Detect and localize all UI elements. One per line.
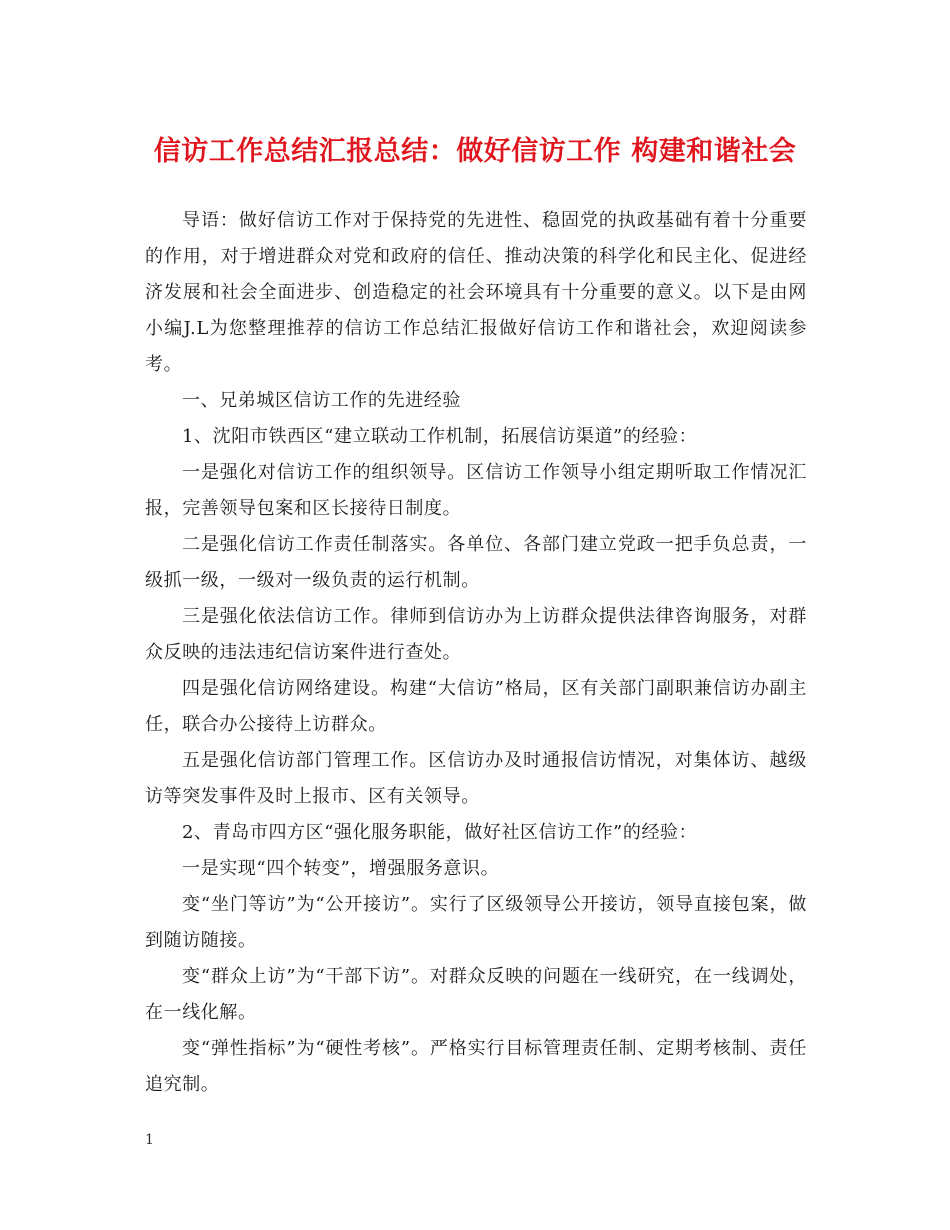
document-title: 信访工作总结汇报总结：做好信访工作 构建和谐社会 bbox=[153, 136, 797, 167]
body-paragraph: 四是强化信访网络建设。构建“大信访”格局，区有关部门副职兼信访办副主任，联合办公接待上访群众。 bbox=[145, 678, 807, 735]
document-body bbox=[145, 203, 807, 1103]
body-paragraph: 变“弹性指标”为“硬性考核”。严格实行目标管理责任制、定期考核制、责任追究制。 bbox=[145, 1038, 807, 1095]
intro-paragraph: 导语：做好信访工作对于保持党的先进性、稳固党的执政基础有着十分重要的作用，对于增进群众对党和政府的信任、推动决策的科学化和民主化、促进经济发展和社会全面进步、创造稳定的社会环境具有十分重要的意义。以下是由网小编J.L为您整理推荐的信访工作总结汇报做好信访工作和谐社会，欢迎阅读参考。 bbox=[145, 210, 807, 375]
body-paragraph: 三是强化依法信访工作。律师到信访办为上访群众提供法律咨询服务，对群众反映的违法违纪信访案件进行查处。 bbox=[145, 606, 807, 663]
page-number: 1 bbox=[145, 1132, 154, 1148]
body-paragraph: 五是强化信访部门管理工作。区信访办及时通报信访情况，对集体访、越级访等突发事件及时上报市、区有关领导。 bbox=[145, 750, 807, 807]
body-paragraph: 一是强化对信访工作的组织领导。区信访工作领导小组定期听取工作情况汇报，完善领导包案和区长接待日制度。 bbox=[145, 462, 807, 519]
body-paragraph: 变“坐门等访”为“公开接访”。实行了区级领导公开接访，领导直接包案，做到随访随接。 bbox=[145, 894, 807, 951]
subsection-heading: 2、青岛市四方区“强化服务职能，做好社区信访工作”的经验： bbox=[182, 822, 698, 843]
section-heading: 一、兄弟城区信访工作的先进经验 bbox=[182, 390, 461, 411]
body-paragraph: 变“群众上访”为“干部下访”。对群众反映的问题在一线研究，在一线调处，在一线化解。 bbox=[145, 966, 807, 1023]
body-paragraph: 一是实现“四个转变”，增强服务意识。 bbox=[182, 858, 500, 879]
body-paragraph: 二是强化信访工作责任制落实。各单位、各部门建立党政一把手负总责，一级抓一级，一级对一级负责的运行机制。 bbox=[145, 534, 807, 591]
subsection-heading: 1、沈阳市铁西区“建立联动工作机制，拓展信访渠道”的经验： bbox=[182, 426, 698, 447]
